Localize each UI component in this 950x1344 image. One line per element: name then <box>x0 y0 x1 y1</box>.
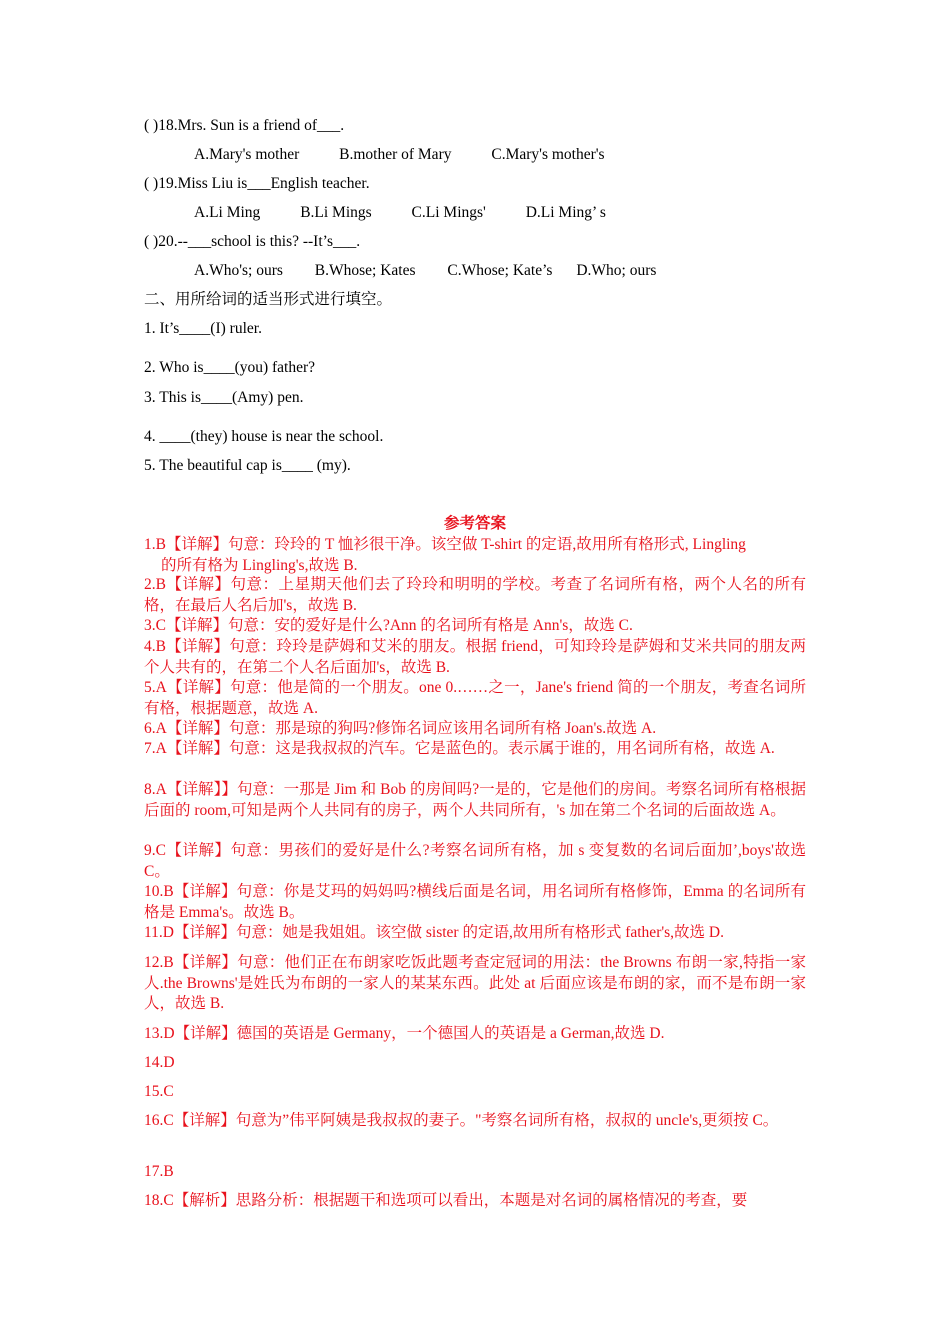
answer-13: 13.D【详解】德国的英语是 Germany，一个德国人的英语是 a German,故选 D. <box>144 1025 665 1042</box>
fill-item-3: 3. This is____(Amy) pen. <box>144 389 304 406</box>
option-a: A.Mary's mother <box>194 146 300 163</box>
question-19-stem: ( )19.Miss Liu is___English teacher. <box>144 175 370 192</box>
answer-3: 3.C【详解】句意：安的爱好是什么?Ann 的名词所有格是 Ann's，故选 C. <box>144 617 633 634</box>
fill-item-2: 2. Who is____(you) father? <box>144 359 316 376</box>
section-2-title: 二、用所给词的适当形式进行填空。 <box>144 291 393 308</box>
question-18-stem: ( )18.Mrs. Sun is a friend of___. <box>144 117 345 134</box>
answer-10: 10.B【详解】句意：你是艾玛的妈妈吗?横线后面是名词，用名词所有格修饰，Emma 的名词所有格是 Emma's。故选 B。 <box>144 883 806 921</box>
answer-16: 16.C【详解】句意为”伟平阿姨是我叔叔的妻子。"考察名词所有格，叔叔的 uncle's,更须按 C。 <box>144 1112 779 1129</box>
option-a: A.Li Ming <box>194 204 261 221</box>
answer-9: 9.C【详解】句意：男孩们的爱好是什么?考察名词所有格，加 s 变复数的名词后面加’,boys'故选 C。 <box>144 842 806 880</box>
answer-heading: 参考答案 <box>443 515 506 532</box>
question-19-options <box>194 203 642 223</box>
fill-item-5: 5. The beautiful cap is____ (my). <box>144 457 351 474</box>
answer-7: 7.A【详解】句意：这是我叔叔的汽车。它是蓝色的。表示属于谁的，用名词所有格，故选 A. <box>144 740 775 757</box>
option-c: C.Mary's mother's <box>491 146 605 163</box>
answer-17: 17.B <box>144 1163 174 1180</box>
answer-2: 2.B【详解】句意：上星期天他们去了玲玲和明明的学校。考查了名词所有格，两个人名的所有格，在最后人名后加's，故选 B. <box>144 576 806 614</box>
option-b: B.mother of Mary <box>339 146 452 163</box>
answer-4: 4.B【详解】句意：玲玲是萨姆和艾米的朋友。根据 friend，可知玲玲是萨姆和艾米共同的朋友两个人共有的，在第二个人名后面加's，故选 B. <box>144 638 806 676</box>
fill-item-1: 1. It’s____(I) ruler. <box>144 320 262 337</box>
answer-5: 5.A【详解】句意：他是简的一个朋友。one 0.……之一，Jane's friend 简的一个朋友，考查名词所有格，根据题意，故选 A. <box>144 679 806 717</box>
answer-15: 15.C <box>144 1083 174 1100</box>
answer-6: 6.A【详解】句意：那是琼的狗吗?修饰名词应该用名词所有格 Joan's.故选 A. <box>144 720 657 737</box>
option-c: C.Whose; Kate’s <box>447 262 553 279</box>
answer-12: 12.B【详解】句意：他们正在布朗家吃饭此题考查定冠词的用法：the Browns 布朗一家,特指一家人.the Browns'是姓氏为布朗的一家人的某某东西。此处 at 后面应该是布朗的家，而不是布朗一家人，故选 B. <box>144 954 806 1012</box>
option-c: C.Li Mings' <box>411 204 486 221</box>
option-d: D.Who; ours <box>576 262 657 279</box>
answer-14: 14.D <box>144 1054 175 1071</box>
answer-1 <box>144 535 806 576</box>
option-d: D.Li Ming’ s <box>525 204 606 221</box>
question-20-stem: ( )20.--___school is this? --It’s___. <box>144 233 361 250</box>
answer-11: 11.D【详解】句意：她是我姐姐。该空做 sister 的定语,故用所有格形式 father's,故选 D. <box>144 924 724 941</box>
question-20-options <box>194 261 692 281</box>
option-a: A.Who's; ours <box>194 262 283 279</box>
question-18-options <box>194 145 641 165</box>
option-b: B.Whose; Kates <box>314 262 416 279</box>
answer-1-line-2: 的所有格为 Lingling's,故选 B. <box>161 556 358 574</box>
answer-8: 8.A【详解】】句意：一那是 Jim 和 Bob 的房间吗?一是的，它是他们的房间。考察名词所有格根据后面的 room,可知是两个人共同有的房子，两个人共同所有，'s 加在第二个名词的后面故选 A。 <box>144 781 806 819</box>
option-b: B.Li Mings <box>300 204 372 221</box>
answer-1-line-1: 1.B【详解】句意：玲玲的 T 恤衫很干净。该空做 T-shirt 的定语,故用所有格形式, Lingling <box>144 536 746 553</box>
answer-18: 18.C【解析】思路分析：根据题干和选项可以看出，本题是对名词的属格情况的考查，要 <box>144 1192 748 1209</box>
fill-item-4: 4. ____(they) house is near the school. <box>144 428 384 445</box>
